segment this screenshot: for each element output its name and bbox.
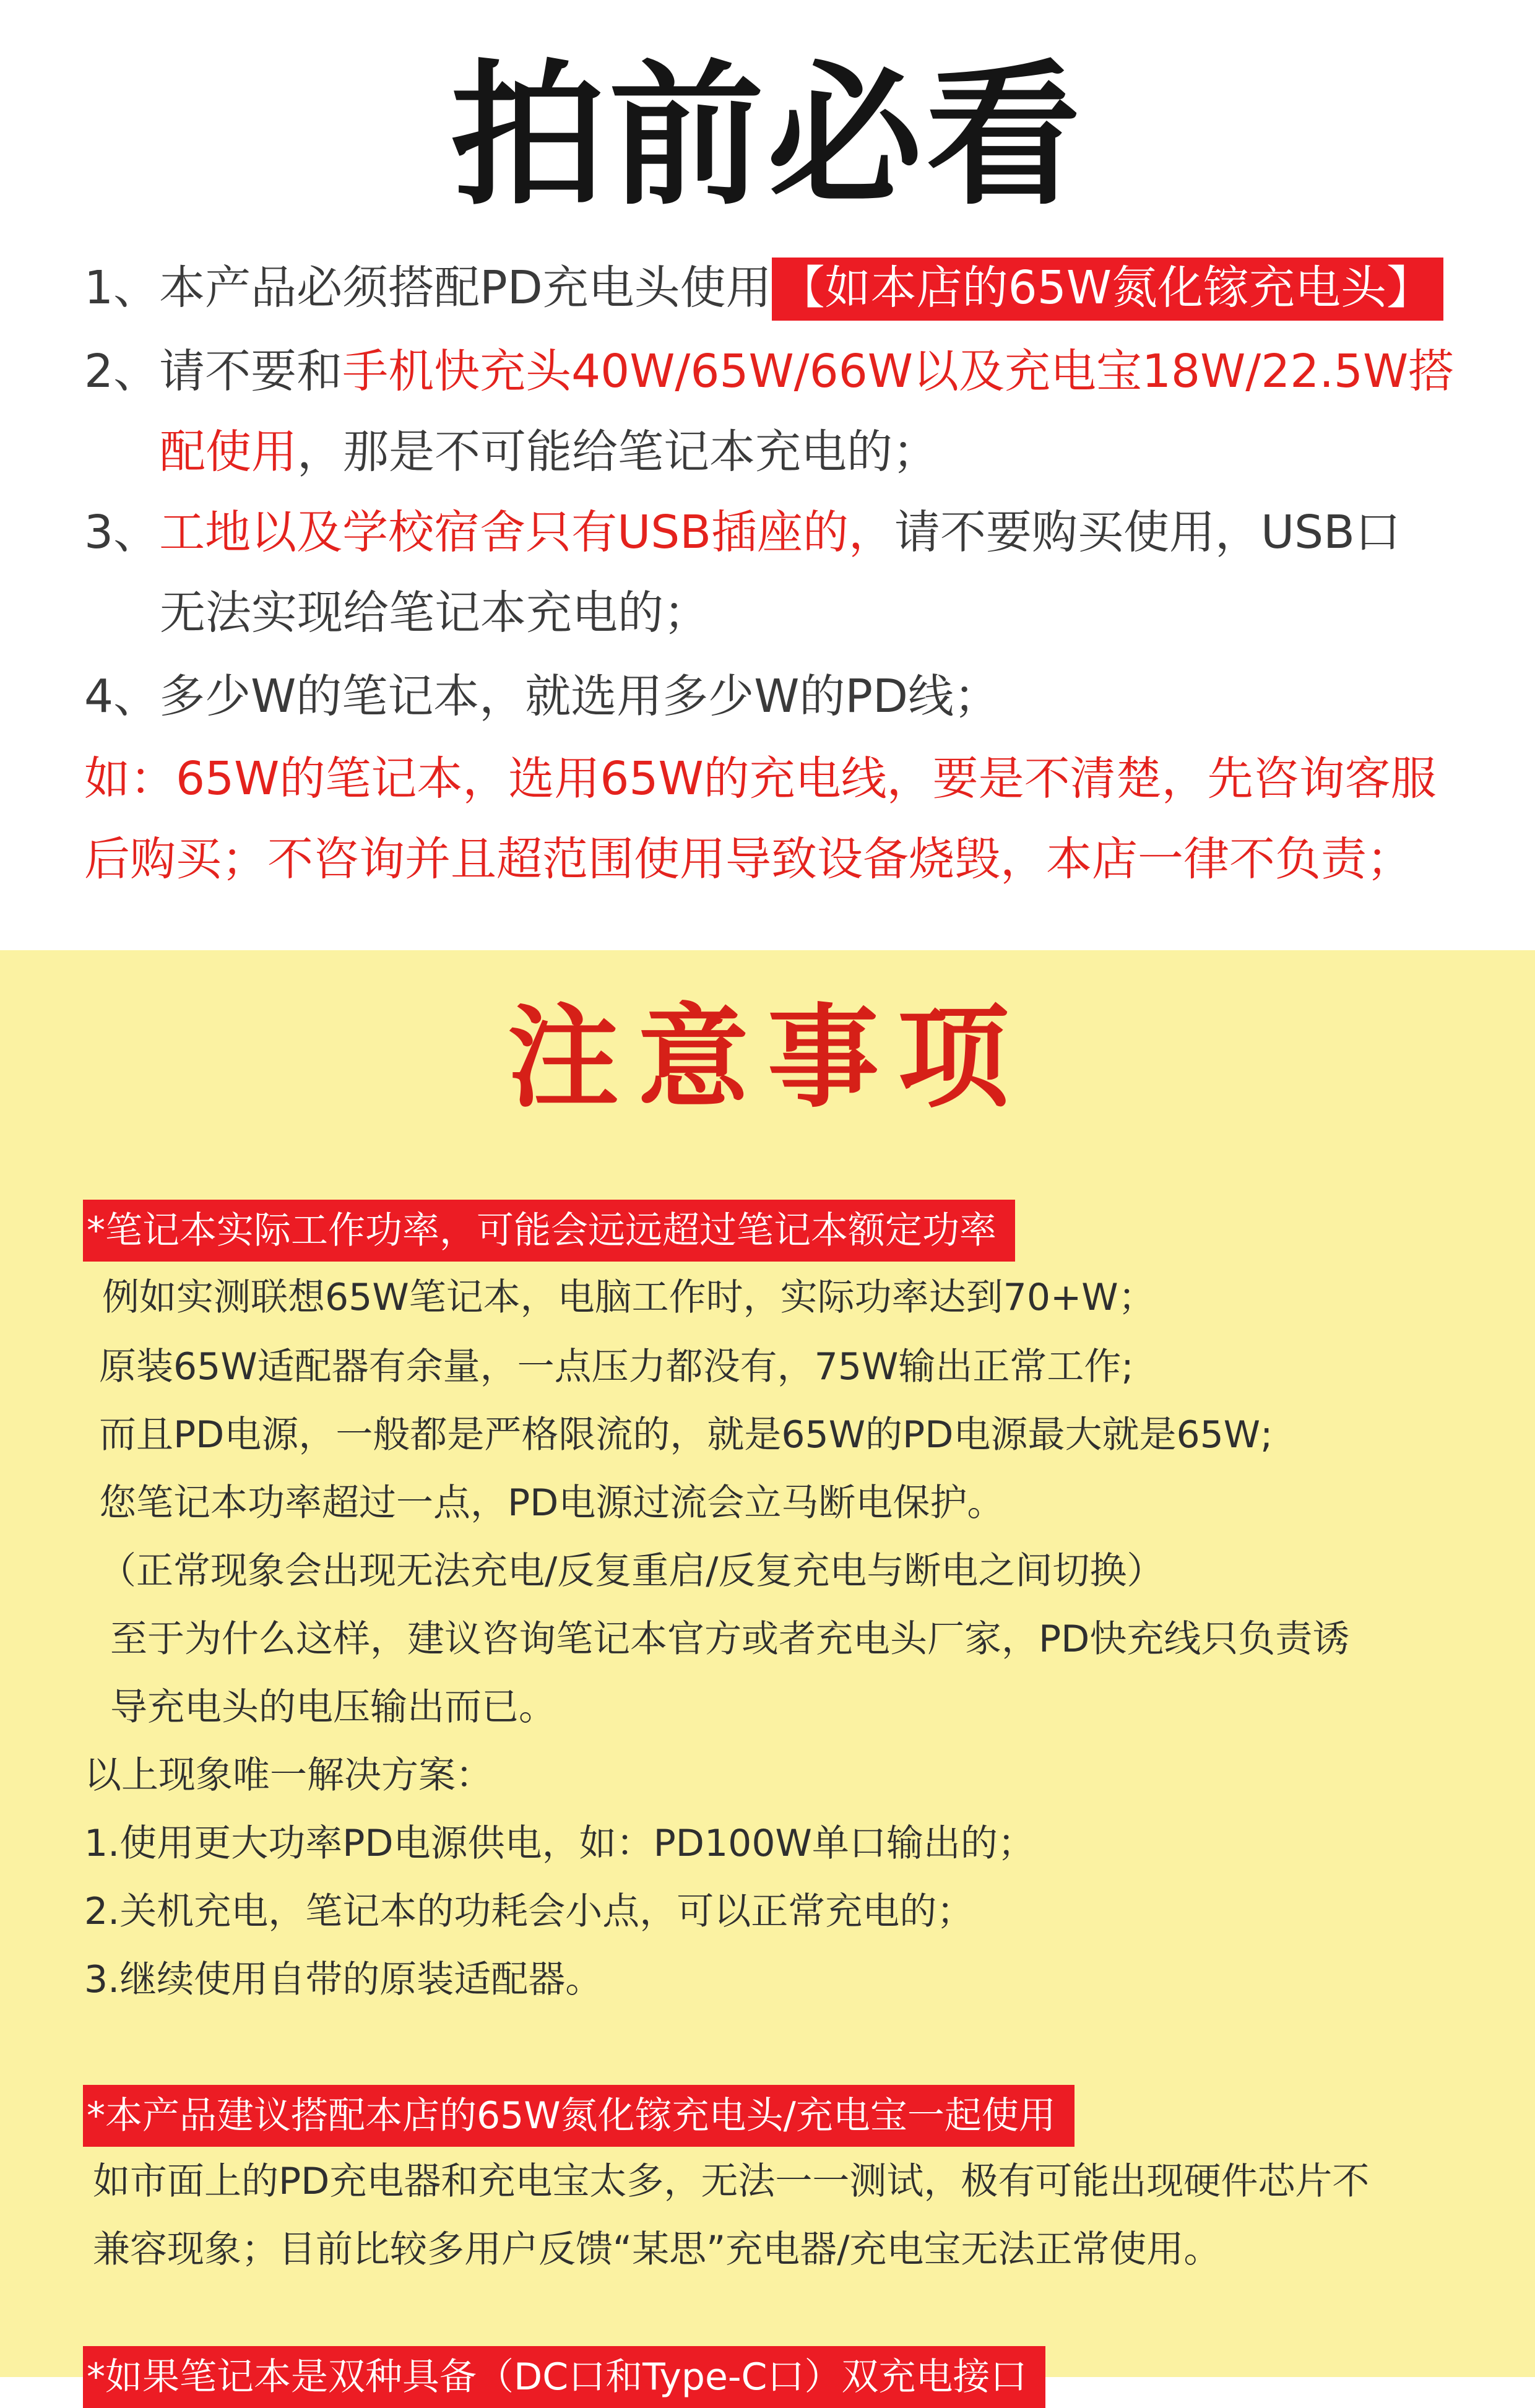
item-3-prefix: 3、 (84, 506, 160, 559)
item-1-highlight: 【如本店的65W氮化镓充电头】 (772, 258, 1443, 321)
item-3-red: 工地以及学校宿舍只有USB插座的， (159, 506, 894, 559)
note-line: 兼容现象；目前比较多用户反馈“某思”充电器/充电宝无法正常使用。 (93, 2228, 1221, 2271)
must-read-item-3 (84, 501, 1401, 563)
must-read-item-3-cont: 无法实现给笔记本充电的； (160, 586, 709, 639)
note-line: 1.使用更大功率PD电源供电，如：PD100W单口输出的； (84, 1822, 1035, 1865)
item-3-rest: 请不要购买使用，USB口 (894, 506, 1401, 559)
note-line: 而且PD电源，一般都是严格限流的，就是65W的PD电源最大就是65W; (99, 1413, 1273, 1457)
note-line: 2.关机充电，笔记本的功耗会小点，可以正常充电的； (84, 1890, 974, 1933)
note-line: 至于为什么这样，建议咨询笔记本官方或者充电头厂家，PD快充线只负责诱 (110, 1618, 1350, 1661)
must-read-item-4: 4、多少W的笔记本，就选用多少W的PD线； (84, 670, 1000, 723)
item-2-red: 手机快充头40W/65W/66W以及充电宝18W/22.5W搭 (342, 345, 1455, 398)
notes-tag-1: *笔记本实际工作功率，可能会远远超过笔记本额定功率 (83, 1200, 1015, 1262)
notes-tag-3: *如果笔记本是双种具备（DC口和Type-C口）双充电接口 (83, 2346, 1045, 2408)
item-1-text: 1、本产品必须搭配PD充电头使用 (84, 261, 772, 314)
note-line: 3.继续使用自带的原装适配器。 (84, 1958, 603, 2001)
must-read-item-2 (84, 340, 1454, 402)
must-read-warning-2: 后购买；不咨询并且超范围使用导致设备烧毁，本店一律不负责； (84, 833, 1412, 886)
notes-title: 注意事项 (507, 994, 1027, 1123)
note-line: （正常现象会出现无法充电/反复重启/反复充电与断电之间切换） (99, 1549, 1164, 1593)
must-read-item-2-cont (160, 421, 938, 483)
note-line: 您笔记本功率超过一点，PD电源过流会立马断电保护。 (99, 1481, 1005, 1525)
must-read-warning-1: 如：65W的笔记本，选用65W的充电线，要是不清楚，先咨询客服 (84, 752, 1437, 805)
note-line: 导充电头的电压输出而已。 (110, 1686, 556, 1729)
note-line: 以上现象唯一解决方案： (84, 1754, 493, 1797)
note-line: 例如实测联想65W笔记本，电脑工作时，实际功率达到70+W； (102, 1276, 1156, 1319)
item-2b-red: 配使用 (160, 425, 297, 479)
note-line: 如市面上的PD充电器和充电宝太多，无法一一测试，极有可能出现硬件芯片不 (93, 2160, 1370, 2203)
must-read-item-1 (84, 257, 1443, 319)
item-2-prefix: 2、请不要和 (84, 345, 343, 398)
notes-tag-2: *本产品建议搭配本店的65W氮化镓充电头/充电宝一起使用 (83, 2085, 1074, 2147)
note-line: 原装65W适配器有余量，一点压力都没有，75W输出正常工作; (99, 1345, 1134, 1388)
must-read-title: 拍前必看 (451, 46, 1084, 226)
item-2b-rest: ，那是不可能给笔记本充电的； (297, 425, 938, 479)
